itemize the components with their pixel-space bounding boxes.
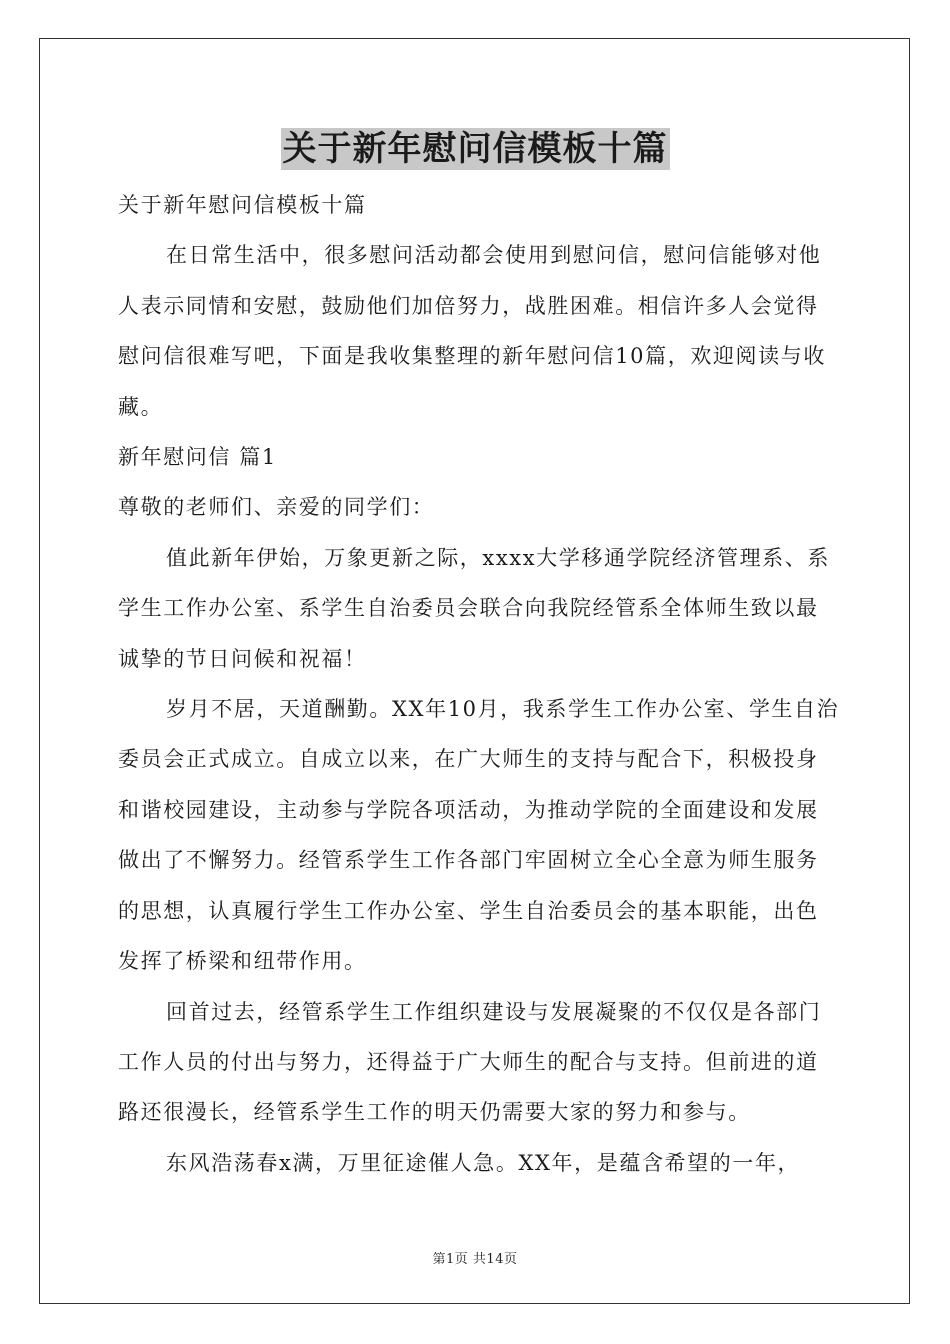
body-paragraph: 东风浩荡春x满，万里征途催人急。XX年，是蕴含希望的一年， [166, 1150, 801, 1175]
salutation: 尊敬的老师们、亲爱的同学们： [118, 495, 435, 520]
body-paragraph: 值此新年伊始，万象更新之际，xxxx大学移通学院经济管理系、系学生工作办公室、系学生自治委员会联合向我院经管系全体师生致以最诚挚的节日问候和祝福！ [118, 545, 830, 671]
document-body [118, 180, 840, 1188]
body-paragraph: 岁月不居，天道酬勤。XX年10月，我系学生工作办公室、学生自治委员会正式成立。自成立以来，在广大师生的支持与配合下，积极投身和谐校园建设，主动参与学院各项活动，为推动学院的全面建设和发展做出了不懈努力。经管系学生工作各部门牢固树立全心全意为师生服务的思想，认真履行学生工作办公室、学生自治委员会的基本职能，出色发挥了桥梁和纽带作用。 [118, 697, 840, 974]
body-paragraph: 回首过去，经管系学生工作组织建设与发展凝聚的不仅仅是各部门工作人员的付出与努力，还得益于广大师生的配合与支持。但前进的道路还很漫长，经管系学生工作的明天仍需要大家的努力和参与。 [118, 999, 822, 1125]
subtitle-line: 关于新年慰问信模板十篇 [118, 193, 367, 217]
document-title: 关于新年慰问信模板十篇 [282, 129, 668, 169]
title-wrap [0, 128, 950, 170]
section-heading: 新年慰问信 篇1 [118, 445, 277, 470]
page-footer: 第1页 共14页 [432, 1252, 518, 1267]
intro-paragraph: 在日常生活中，很多慰问活动都会使用到慰问信，慰问信能够对他人表示同情和安慰，鼓励他们加倍努力，战胜困难。相信许多人会觉得慰问信很难写吧，下面是我收集整理的新年慰问信10篇，欢迎阅读与收藏。 [118, 243, 826, 419]
